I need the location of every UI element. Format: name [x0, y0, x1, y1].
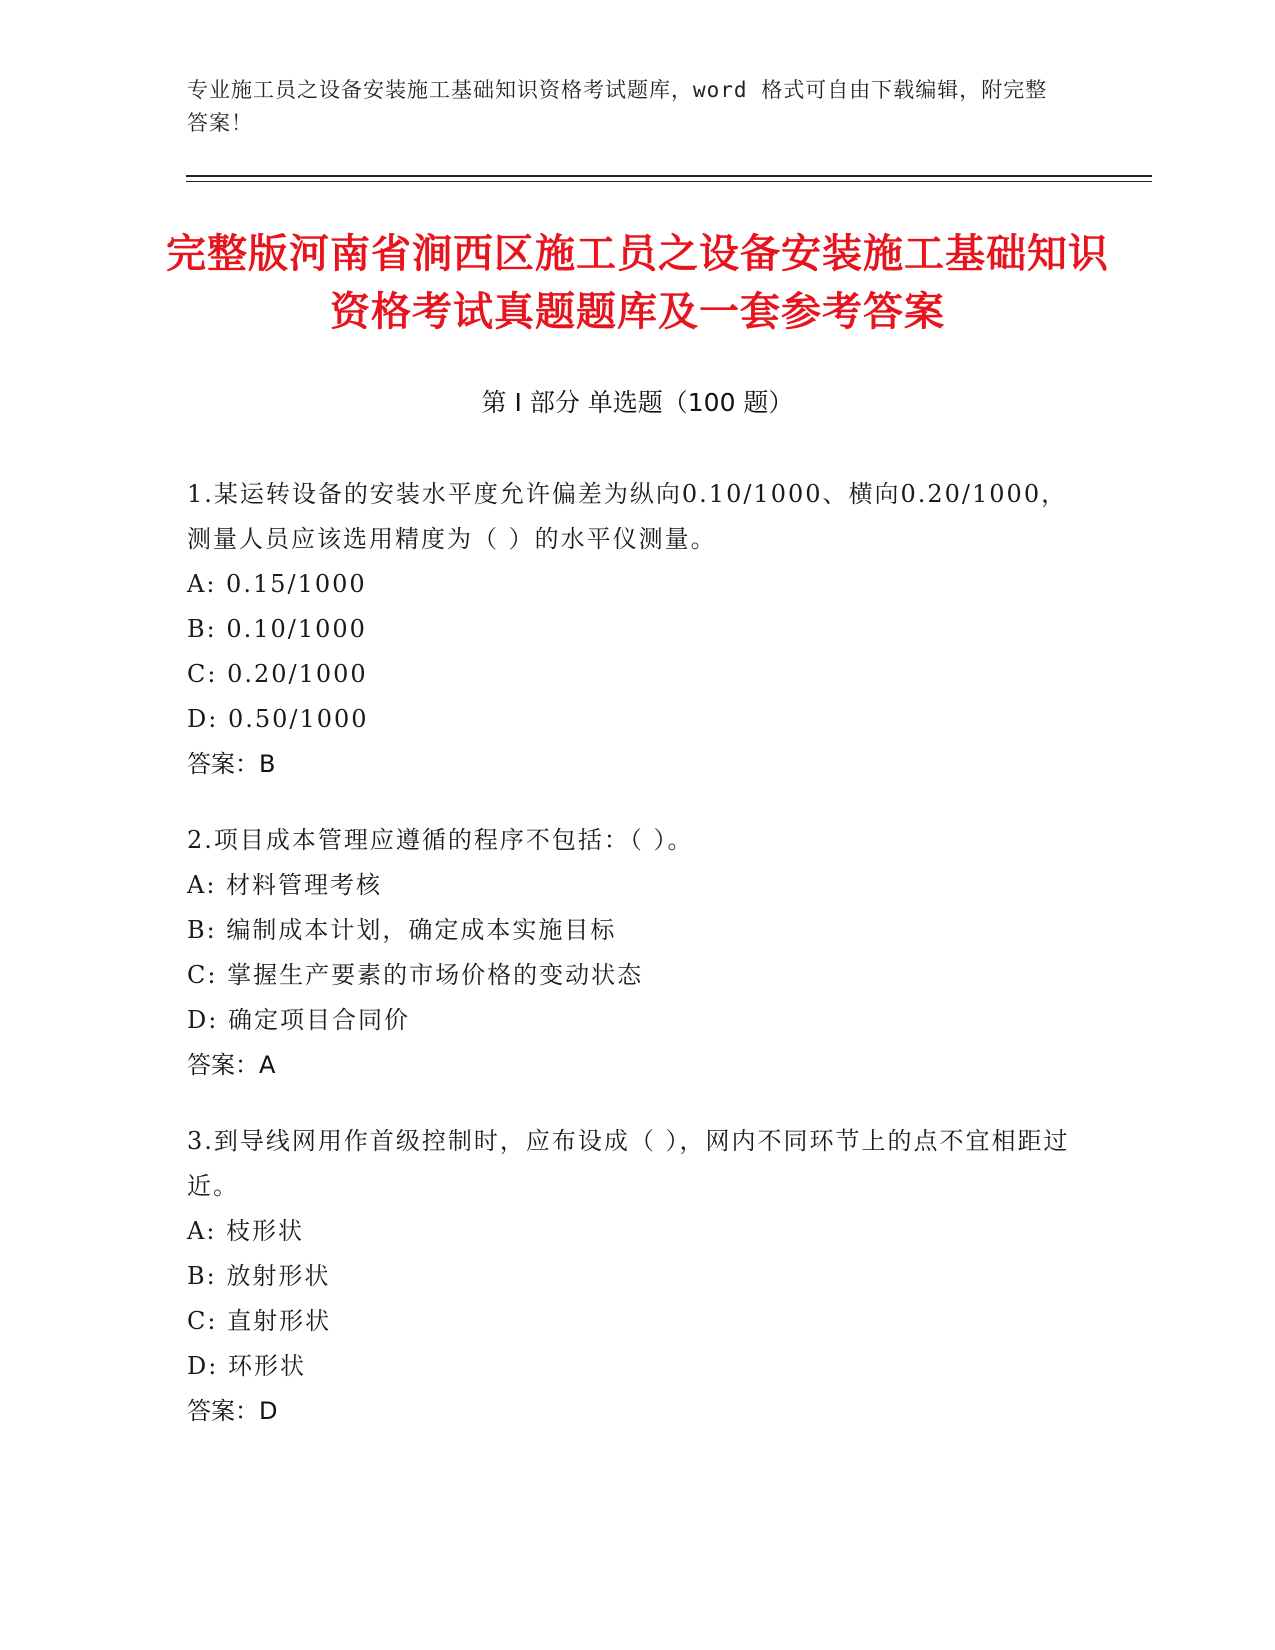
option-c: C: 直射形状	[187, 1307, 332, 1335]
header-note: 专业施工员之设备安装施工基础知识资格考试题库，word 格式可自由下载编辑，附完整答案！	[187, 78, 1048, 135]
question-2	[187, 818, 1087, 1088]
question-stem: 3.到导线网用作首级控制时，应布设成（ ），网内不同环节上的点不宜相距过近。	[187, 1127, 1070, 1200]
answer: 答案：A	[187, 1051, 276, 1079]
option-c: C: 0.20/1000	[187, 660, 368, 688]
option-b: B: 编制成本计划，确定成本实施目标	[187, 916, 617, 944]
option-b: B: 0.10/1000	[187, 615, 367, 643]
header-rule-thin	[186, 181, 1152, 182]
option-a: A: 0.15/1000	[187, 570, 367, 598]
question-stem: 1.某运转设备的安装水平度允许偏差为纵向0.10/1000、横向0.20/1000，测量人员应该选用精度为（ ）的水平仪测量。	[187, 480, 1068, 553]
question-stem: 2.项目成本管理应遵循的程序不包括：（ ）。	[187, 826, 694, 854]
option-d: D: 确定项目合同价	[187, 1006, 410, 1034]
option-a: A: 材料管理考核	[187, 871, 383, 899]
question-list	[187, 472, 1087, 1465]
section-title: 第 I 部分 单选题（100 题）	[481, 388, 794, 417]
question-3	[187, 1119, 1087, 1434]
option-a: A: 枝形状	[187, 1217, 305, 1245]
option-b: B: 放射形状	[187, 1262, 331, 1290]
answer: 答案：B	[187, 750, 276, 778]
option-d: D: 环形状	[187, 1352, 306, 1380]
header-rule-thick	[186, 175, 1152, 177]
document-title: 完整版河南省涧西区施工员之设备安装施工基础知识资格考试真题题库及一套参考答案	[166, 231, 1109, 335]
option-c: C: 掌握生产要素的市场价格的变动状态	[187, 961, 644, 989]
option-d: D: 0.50/1000	[187, 705, 369, 733]
question-1	[187, 472, 1087, 787]
answer: 答案：D	[187, 1397, 278, 1425]
